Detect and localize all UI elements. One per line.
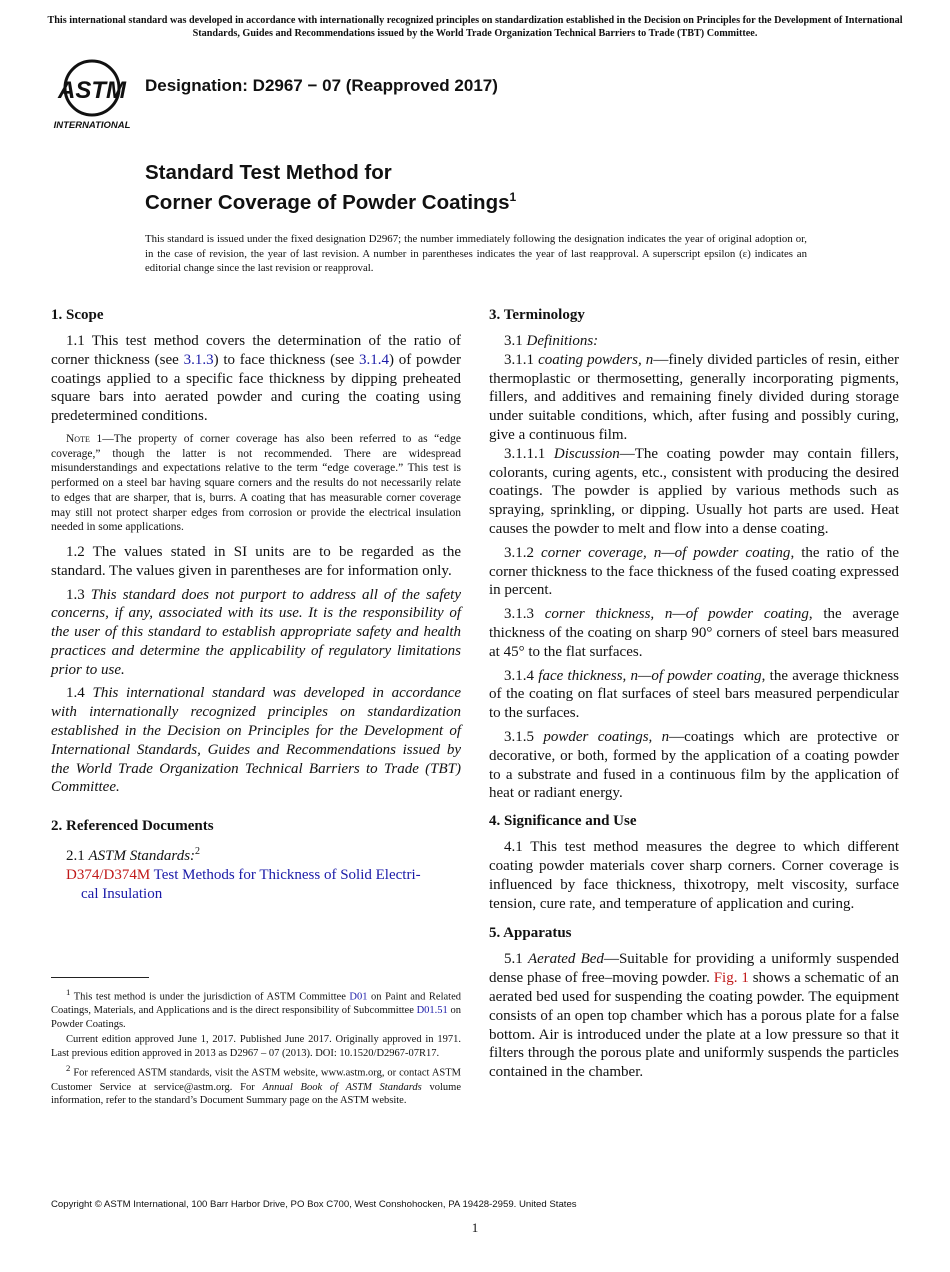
copyright: Copyright © ASTM International, 100 Barr Harbor Drive, PO Box C700, West Conshohocken, PA 19428-2959. United States bbox=[51, 1199, 577, 1210]
term-3-1: 3.1 Definitions: bbox=[504, 333, 599, 349]
designation: Designation: D2967 − 07 (Reapproved 2017) bbox=[145, 76, 498, 95]
note-1: Note 1—The property of corner coverage has also been referred to as “edge coverage,” though the latter is not recommended. There are widespread misunderstandings and expectations relative to the term “edge coverage.” This test is performed on a steel bar having square corners and the results do not necessarily relate to edges that are sharper, that is, burrs. A coating that has measurable corner coverage may still not protect sharper edges from corrosion or provide the electrical insulation needed in some applications. bbox=[51, 432, 461, 534]
scope-1-1: 1.1 This test method covers the determination of the ratio of corner thickness (see 3.1.3) to face thickness (see 3.1.4) of powder coatings applied to a specific face thickness by dipping preheated square bars into aerated powder and curing the coating using predetermined conditions. bbox=[51, 333, 462, 425]
section-scope-heading: 1. Scope bbox=[51, 307, 104, 323]
significance-4-1: 4.1 This test method measures the degree to which different coating powder materials cover sharp corners. Corner coverage is influenced by face thickness, thixotropy, melt viscosity, surface tension, cure rate, and temperature of application and curing. bbox=[489, 839, 899, 912]
apparatus-5-1: 5.1 Aerated Bed—Suitable for providing a uniformly suspended dense phase of free–moving powder. Fig. 1 shows a schematic of an aerated bed used for suspending the coating powder. The equipment consists of an open top chamber which has a porous plate for a false bottom. Air is introduced under the plate at a low pressure so that it filters through the porous plate and uniformly suspends the particles contained in the chamber. bbox=[489, 951, 899, 1081]
term-3-1-4: 3.1.4 face thickness, n—of powder coating, the average thickness of the coating on flat surfaces of steel bars measured perpendicular to the surfaces. bbox=[489, 667, 899, 722]
section-terminology-heading: 3. Terminology bbox=[489, 307, 585, 323]
ref-d374[interactable] bbox=[51, 866, 461, 885]
section-refdocs-heading: 2. Referenced Documents bbox=[51, 818, 214, 835]
section-apparatus-heading: 5. Apparatus bbox=[489, 925, 572, 942]
scope-1-3: 1.3 This standard does not purport to address all of the safety concerns, if any, associated with its use. It is the responsibility of the user of this standard to establish appropriate safety and health practices and determine the applicability of regulatory limitations prior to use. bbox=[51, 586, 461, 678]
link-d01[interactable]: D01 bbox=[349, 991, 368, 1003]
scope-1-4: 1.4 This international standard was developed in accordance with internationally recognized principles on standardization established in the Decision on Principles for the Development of International Standards, Guides and Recommendations issued by the World Trade Organization Technical Barriers to Trade (TBT) Committee. bbox=[51, 685, 462, 796]
right-column bbox=[489, 306, 899, 1087]
ref-code-link[interactable]: D374/D374M bbox=[66, 867, 151, 884]
ref-d374-cont[interactable]: cal Insulation bbox=[81, 885, 163, 902]
term-3-1-3: 3.1.3 corner thickness, n—of powder coating, the average thickness of the coating on sharp 90° corners of steel bars measured at 45° to the flat surfaces. bbox=[489, 606, 900, 660]
term-3-1-1-1: 3.1.1.1 Discussion—The coating powder may contain fillers, colorants, curing agents, etc., consistent with producing the desired coatings. The powder is applied by various methods such as spraying, sprinkling, or dipping. Usually hot parts are used. Heat causes the powder to melt and flow into a dense coating. bbox=[489, 445, 900, 537]
term-3-1-5: 3.1.5 powder coatings, n—coatings which are protective or decorative, or both, formed by the application of a coating powder to a substrate and fused in a continuous film by the application of heat or radiant energy. bbox=[489, 728, 899, 802]
link-d01-51[interactable]: D01.51 bbox=[416, 1005, 448, 1017]
left-column bbox=[51, 306, 461, 904]
footnote-divider bbox=[51, 977, 149, 978]
section-significance-heading: 4. Significance and Use bbox=[489, 813, 637, 830]
page-number: 1 bbox=[471, 1220, 479, 1235]
link-fig-1[interactable]: Fig. 1 bbox=[713, 970, 749, 987]
link-3-1-3[interactable]: 3.1.3 bbox=[183, 351, 214, 368]
page-title bbox=[145, 160, 516, 215]
footnote-1: $^1$ This test method is under the jurisdiction of ASTM Committee D01 on Paint and Related Coatings, Materials, and Applications and is the direct responsibility of Subcommittee D01.51 on Powder Coatings. bbox=[51, 987, 461, 1030]
logo-text: ASTM bbox=[58, 77, 126, 104]
title-line-2: Corner Coverage of Powder Coatings$^1$ bbox=[145, 190, 517, 214]
term-3-1-2: 3.1.2 corner coverage, n—of powder coating, the ratio of the corner thickness to the face thickness of the fused coating expressed in percent. bbox=[489, 544, 899, 599]
scope-1-2: 1.2 The values stated in SI units are to be regarded as the standard. The values given in parentheses are for information only. bbox=[51, 543, 461, 579]
term-3-1-1: 3.1.1 coating powders, n—finely divided particles of resin, either thermoplastic or thermosetting, generally incorporating pigments, fillers, and additives and remaining finely divided during storage under suitable conditions, which, after fusing and possibly curing, give a continuous film. bbox=[489, 351, 900, 443]
ref-title-link[interactable]: Test Methods for Thickness of Solid Electri- bbox=[150, 867, 421, 884]
footnote-1-edition: Current edition approved June 1, 2017. Published June 2017. Originally approved in 1971. Last previous edition approved in 2013 as D2967 – 07 (2013). DOI: 10.1520/D2967-07R17. bbox=[51, 1034, 461, 1059]
intro-paragraph: This standard is issued under the fixed designation D2967; the number immediately following the designation indicates the year of original adoption or, in the case of revision, the year of last revision. A number in parentheses indicates the year of last reapproval. A superscript epsilon (ε) indicates an editorial change since the last revision or reapproval. bbox=[145, 233, 807, 275]
title-line-1: Standard Test Method for bbox=[145, 161, 392, 184]
astm-logo bbox=[52, 56, 136, 132]
title-footnote-mark: 1 bbox=[509, 190, 517, 204]
link-3-1-4[interactable]: 3.1.4 bbox=[359, 351, 389, 368]
footnotes bbox=[51, 986, 461, 1110]
refdocs-2-1: 2.1 ASTM Standards:$^2$ bbox=[66, 846, 201, 865]
top-notice: This international standard was developed in accordance with internationally recognized principles on standardization established in the Decision on Principles for the Development of International Standards, Guides and Recommendations issued by the World Trade Organization Technical Barriers to Trade (TBT) Committee. bbox=[47, 15, 903, 39]
logo-subtext: INTERNATIONAL bbox=[53, 120, 131, 131]
footnote-2: $^2$ For referenced ASTM standards, visit the ASTM website, www.astm.org, or contact ASTM Customer Service at service@astm.org. For Annual Book of ASTM Standards volume information, refer to the standard’s Document Summary page on the ASTM website. bbox=[51, 1063, 461, 1107]
